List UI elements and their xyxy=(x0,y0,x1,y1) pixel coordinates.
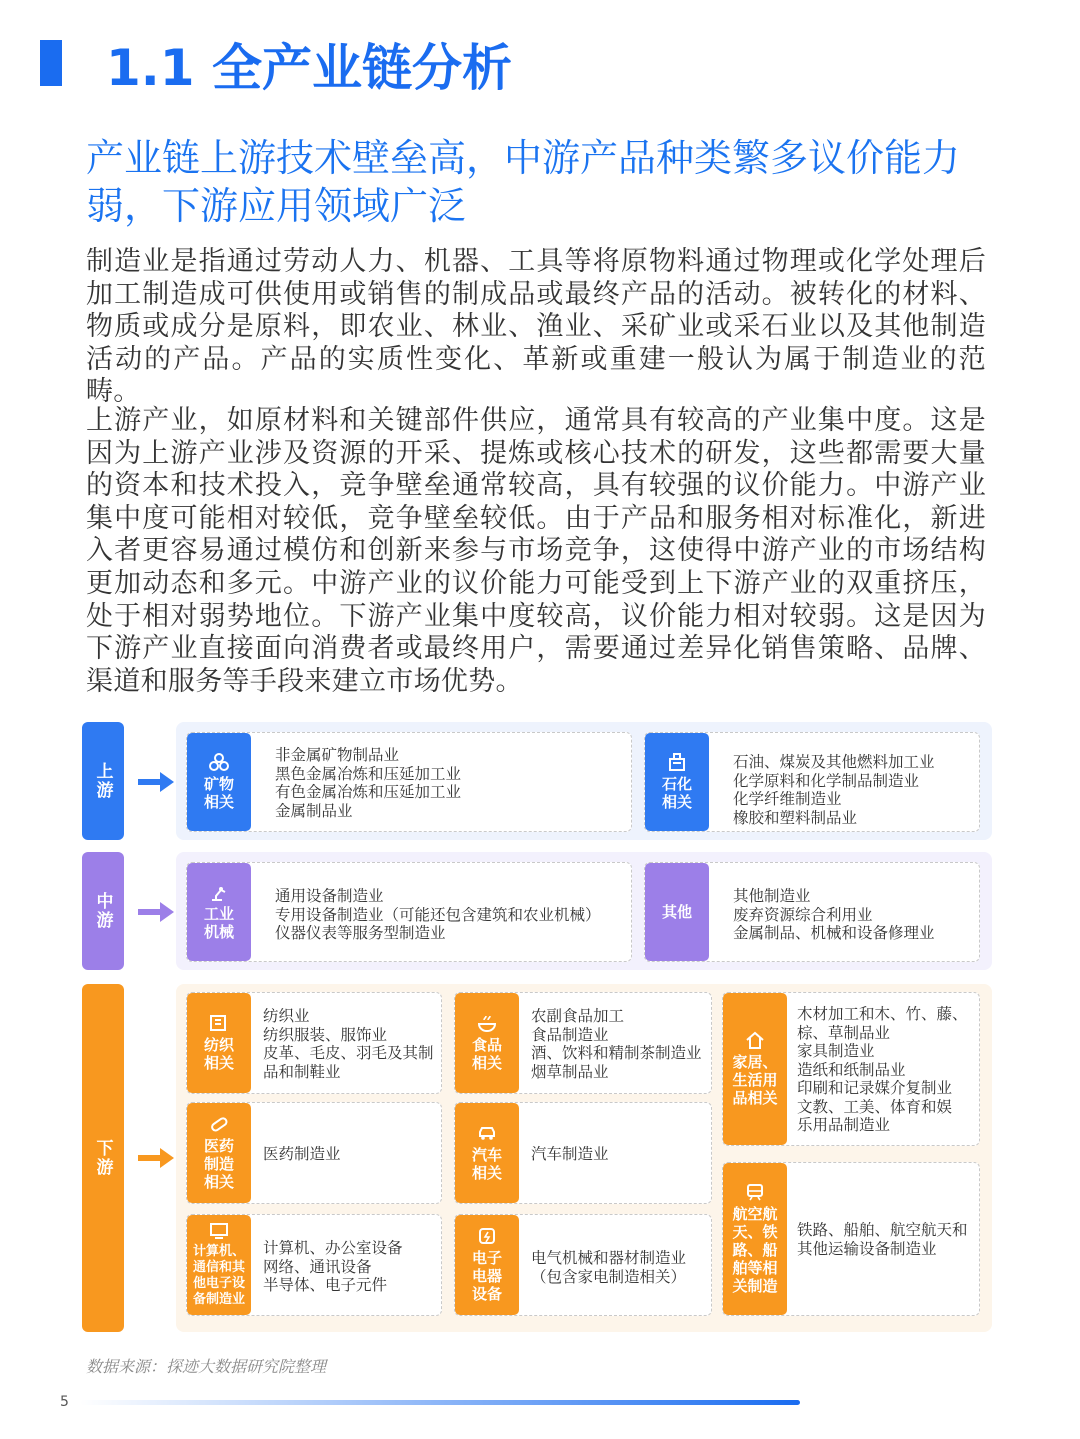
textile-icon xyxy=(209,1014,229,1032)
list-item: 通用设备制造业 xyxy=(275,887,384,905)
card-mineral-items xyxy=(275,746,461,820)
paragraph-intro: 制造业是指通过劳动人力、机器、工具等将原物料通过物理或化学处理后加工制造成可供使用或销售的制成品或最终产品的活动。被转化的材料、物质或成分是原料，即农业、林业、渔业、采矿业或采石业以及其他制造活动的产品。产品的实质性变化、革新或重建一般认为属于制造业的范畴。 xyxy=(86,246,986,408)
card-textile-icon-box xyxy=(187,993,251,1093)
transport-icon xyxy=(745,1183,765,1201)
list-item: 非金属矿物制品业 xyxy=(275,746,400,764)
card-computer-label: 计算机、通信和其他电子设备制造业 xyxy=(192,1244,245,1307)
list-item: 印刷和记录媒介复制业 xyxy=(797,1079,953,1097)
card-home xyxy=(722,992,980,1146)
list-item: 金属制品业 xyxy=(275,801,353,820)
list-item: 农副食品加工 xyxy=(531,1007,625,1025)
list-item: 计算机、办公室设备 xyxy=(263,1239,403,1257)
list-item: 酒、饮料和精制茶制造业 xyxy=(531,1044,702,1062)
car-icon xyxy=(477,1124,497,1142)
card-machinery-items xyxy=(275,887,601,943)
petrochemical-icon xyxy=(667,753,687,771)
list-item: 其他制造业 xyxy=(733,887,811,905)
stage-tab-downstream: 下游 xyxy=(82,984,124,1332)
list-item: 废弃资源综合利用业 xyxy=(733,905,873,924)
list-item: 家具制造业 xyxy=(797,1042,875,1060)
card-textile-label: 纺织相关 xyxy=(203,1036,234,1072)
list-item: 其他运输设备制造业 xyxy=(797,1239,937,1258)
footer-line xyxy=(80,1400,800,1405)
list-item: 木材加工和木、竹、藤、 xyxy=(797,1005,968,1023)
card-food-label: 食品相关 xyxy=(471,1036,502,1072)
computer-icon xyxy=(209,1222,229,1240)
card-other-label: 其他 xyxy=(661,903,692,921)
list-item: 纺织服装、服饰业 xyxy=(263,1025,388,1044)
list-item: 食品制造业 xyxy=(531,1025,609,1044)
list-item: 医药制造业 xyxy=(263,1145,341,1163)
stage-tab-upstream: 上游 xyxy=(82,722,124,840)
card-food-items xyxy=(531,1007,702,1081)
page-number: 5 xyxy=(60,1394,69,1410)
card-auto-icon-box xyxy=(455,1103,519,1203)
card-food xyxy=(454,992,712,1094)
card-pharma-icon-box xyxy=(187,1103,251,1203)
list-item: 电气机械和器材制造业 xyxy=(531,1249,687,1267)
card-mineral-label: 矿物相关 xyxy=(203,775,234,811)
card-computer-items xyxy=(263,1239,403,1295)
card-auto xyxy=(454,1102,712,1204)
card-pharma-label: 医药制造相关 xyxy=(203,1137,234,1191)
card-computer-icon-box xyxy=(187,1215,251,1315)
page-subtitle: 产业链上游技术壁垒高，中游产品种类繁多议价能力弱，下游应用领域广泛 xyxy=(86,136,961,228)
list-item: 半导体、电子元件 xyxy=(263,1276,388,1294)
card-food-icon-box xyxy=(455,993,519,1093)
list-item: 金属制品、机械和设备修理业 xyxy=(733,924,935,942)
food-icon xyxy=(477,1014,497,1032)
pill-icon xyxy=(209,1115,229,1133)
list-item: 橡胶和塑料制品业 xyxy=(733,808,858,827)
list-item: 文教、工美、体育和娱 xyxy=(797,1097,953,1116)
list-item: 纺织业 xyxy=(263,1007,310,1025)
list-item: 网络、通讯设备 xyxy=(263,1257,372,1276)
card-mineral xyxy=(186,732,632,832)
card-transport-label: 航空航天、铁路、船舶等相关制造 xyxy=(732,1205,778,1295)
home-icon xyxy=(745,1031,765,1049)
card-auto-label: 汽车相关 xyxy=(471,1146,502,1182)
card-mineral-icon-box xyxy=(187,733,251,831)
list-item: 棕、草制品业 xyxy=(797,1023,891,1042)
arrow-right-icon xyxy=(138,1148,174,1168)
list-item: 化学纤维制造业 xyxy=(733,790,842,808)
list-item: 品和制鞋业 xyxy=(263,1062,341,1081)
card-electrical xyxy=(454,1214,712,1316)
stage-tab-midstream: 中游 xyxy=(82,852,124,970)
list-item: 有色金属冶炼和压延加工业 xyxy=(275,783,462,801)
card-pharma-items xyxy=(263,1145,341,1164)
card-home-items xyxy=(797,1005,968,1135)
list-item: 乐用品制造业 xyxy=(797,1116,891,1134)
card-transport-icon-box xyxy=(723,1163,787,1315)
list-item: 铁路、船舶、航空航天和 xyxy=(797,1221,968,1239)
list-item: 化学原料和化学制品制造业 xyxy=(733,771,920,790)
list-item: 黑色金属冶炼和压延加工业 xyxy=(275,764,462,783)
card-electrical-label: 电子电器设备 xyxy=(471,1249,502,1303)
robot-arm-icon xyxy=(209,883,229,901)
list-item: 汽车制造业 xyxy=(531,1145,609,1163)
list-item: （包含家电制造相关） xyxy=(531,1267,687,1286)
card-other xyxy=(644,862,980,962)
card-electrical-icon-box xyxy=(455,1215,519,1315)
card-auto-items xyxy=(531,1145,609,1164)
card-machinery-icon-box xyxy=(187,863,251,961)
list-item: 专用设备制造业（可能还包含建筑和农业机械） xyxy=(275,905,601,924)
card-textile-items xyxy=(263,1007,434,1081)
card-petrochemical-icon-box xyxy=(645,733,709,831)
card-home-icon-box xyxy=(723,993,787,1145)
card-other-items xyxy=(733,887,935,943)
title-accent-bar xyxy=(40,40,62,86)
card-petrochemical xyxy=(644,732,980,832)
card-petrochemical-items xyxy=(733,753,935,827)
card-industrial-machinery xyxy=(186,862,632,962)
card-transport-items xyxy=(797,1221,968,1258)
card-petrochemical-label: 石化相关 xyxy=(661,775,692,811)
list-item: 烟草制品业 xyxy=(531,1062,609,1081)
card-transport xyxy=(722,1162,980,1316)
page-title: 1.1 全产业链分析 xyxy=(106,39,512,97)
industry-chain-diagram xyxy=(82,722,992,1334)
card-home-label: 家居、生活用品相关 xyxy=(732,1053,778,1107)
list-item: 皮革、毛皮、羽毛及其制 xyxy=(263,1044,434,1062)
arrow-right-icon xyxy=(138,902,174,922)
card-machinery-label: 工业机械 xyxy=(203,905,234,941)
appliance-icon xyxy=(477,1227,497,1245)
card-textile xyxy=(186,992,442,1094)
card-electrical-items xyxy=(531,1249,686,1286)
card-pharma xyxy=(186,1102,442,1204)
list-item: 造纸和纸制品业 xyxy=(797,1060,906,1079)
paragraph-analysis: 上游产业，如原材料和关键部件供应，通常具有较高的产业集中度。这是因为上游产业涉及资源的开采、提炼或核心技术的研发，这些都需要大量的资本和技术投入，竞争壁垒通常较高，具有较强的议价能力。中游产业集中度可能相对较低，竞争壁垒较低。由于产品和服务相对标准化，新进入者更容易通过模仿和创新来参与市场竞争，这使得中游产业的市场结构更加动态和多元。中游产业的议价能力可能受到上下游产业的双重挤压，处于相对弱势地位。下游产业集中度较高，议价能力相对较弱。这是因为下游产业直接面向消费者或最终用户，需要通过差异化销售策略、品牌、渠道和服务等手段来建立市场优势。 xyxy=(86,405,986,697)
card-computer xyxy=(186,1214,442,1316)
list-item: 仪器仪表等服务型制造业 xyxy=(275,924,446,942)
list-item: 石油、煤炭及其他燃料加工业 xyxy=(733,753,935,771)
arrow-right-icon xyxy=(138,772,174,792)
data-source: 数据来源：探迹大数据研究院整理 xyxy=(86,1357,327,1376)
mineral-icon xyxy=(209,753,229,771)
card-other-icon-box xyxy=(645,863,709,961)
